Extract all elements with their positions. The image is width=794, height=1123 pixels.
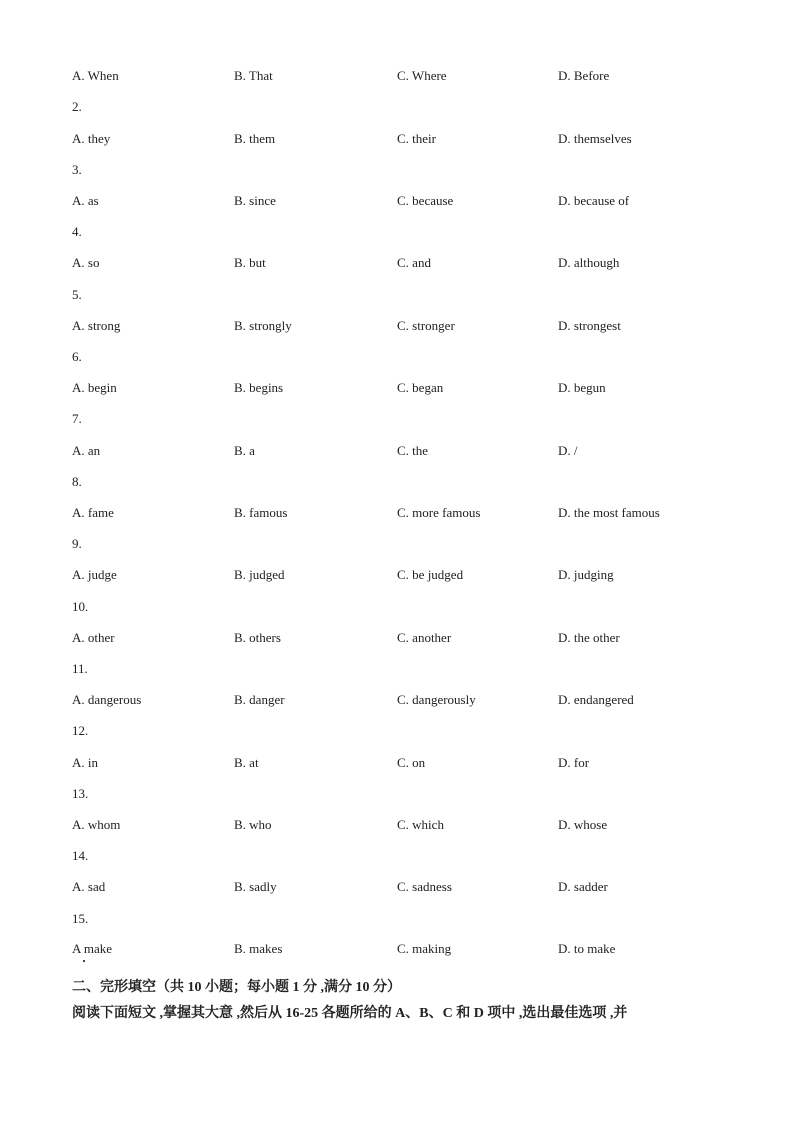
stray-dot-mark xyxy=(83,960,85,962)
question-number: 14. xyxy=(72,848,89,863)
option-a: A. other xyxy=(72,630,115,645)
option-b: B. but xyxy=(234,255,266,270)
option-d: D. sadder xyxy=(558,879,608,894)
option-d: D. themselves xyxy=(558,131,632,146)
option-a: A. they xyxy=(72,131,111,146)
section-instructions: 阅读下面短文 ,掌握其大意 ,然后从 16-25 各题所给的 A、B、C 和 D 项中 ,选出最佳选项 ,并 xyxy=(72,1006,628,1021)
option-a: A. When xyxy=(72,68,119,83)
option-a: A. begin xyxy=(72,380,117,395)
question-number: 8. xyxy=(72,474,82,489)
option-d: D. because of xyxy=(558,193,630,208)
question-number: 7. xyxy=(72,411,82,426)
option-c: C. which xyxy=(397,817,444,832)
question-number: 6. xyxy=(72,349,82,364)
section-title: 二、完形填空（共 10 小题；每小题 1 分 ,满分 10 分） xyxy=(72,980,401,995)
option-c: C. dangerously xyxy=(397,692,476,707)
option-d: D. begun xyxy=(558,380,606,395)
option-a: A. judge xyxy=(72,567,117,582)
question-number: 13. xyxy=(72,786,89,801)
option-b: B. makes xyxy=(234,941,283,956)
question-number: 5. xyxy=(72,287,82,302)
option-a: A. sad xyxy=(72,879,106,894)
option-d: D. the most famous xyxy=(558,505,660,520)
option-d: D. judging xyxy=(558,567,614,582)
option-b: B. judged xyxy=(234,567,285,582)
option-a: A. whom xyxy=(72,817,121,832)
option-d: D. although xyxy=(558,255,620,270)
option-d: D. Before xyxy=(558,68,610,83)
option-d: D. endangered xyxy=(558,692,634,707)
option-a: A make xyxy=(72,941,113,956)
option-a: A. as xyxy=(72,193,99,208)
option-a: A. dangerous xyxy=(72,692,142,707)
option-c: C. and xyxy=(397,255,431,270)
option-c: C. sadness xyxy=(397,879,452,894)
option-a: A. fame xyxy=(72,505,114,520)
option-b: B. them xyxy=(234,131,276,146)
option-b: B. at xyxy=(234,755,259,770)
option-c: C. because xyxy=(397,193,454,208)
question-number: 11. xyxy=(72,661,88,676)
option-b: B. sadly xyxy=(234,879,277,894)
option-c: C. began xyxy=(397,380,444,395)
option-a: A. in xyxy=(72,755,98,770)
option-c: C. more famous xyxy=(397,505,481,520)
option-d: D. for xyxy=(558,755,590,770)
option-a: A. so xyxy=(72,255,100,270)
question-number: 2. xyxy=(72,99,82,114)
question-number: 4. xyxy=(72,224,82,239)
option-d: D. whose xyxy=(558,817,608,832)
option-c: C. stronger xyxy=(397,318,455,333)
option-b: B. danger xyxy=(234,692,285,707)
question-number: 10. xyxy=(72,599,89,614)
option-d: D. / xyxy=(558,443,578,458)
option-b: B. since xyxy=(234,193,276,208)
option-d: D. strongest xyxy=(558,318,621,333)
option-c: C. the xyxy=(397,443,429,458)
option-c: C. on xyxy=(397,755,426,770)
question-number: 12. xyxy=(72,723,89,738)
option-d: D. the other xyxy=(558,630,620,645)
option-a: A. an xyxy=(72,443,101,458)
option-c: C. making xyxy=(397,941,452,956)
option-c: C. another xyxy=(397,630,452,645)
option-b: B. who xyxy=(234,817,272,832)
option-c: C. their xyxy=(397,131,436,146)
option-b: B. a xyxy=(234,443,255,458)
option-b: B. others xyxy=(234,630,281,645)
question-number: 9. xyxy=(72,536,82,551)
option-d: D. to make xyxy=(558,941,616,956)
option-b: B. strongly xyxy=(234,318,292,333)
question-number: 3. xyxy=(72,162,82,177)
option-b: B. begins xyxy=(234,380,284,395)
question-number: 15. xyxy=(72,911,89,926)
option-c: C. be judged xyxy=(397,567,464,582)
option-c: C. Where xyxy=(397,68,447,83)
option-b: B. famous xyxy=(234,505,288,520)
option-b: B. That xyxy=(234,68,273,83)
option-a: A. strong xyxy=(72,318,121,333)
